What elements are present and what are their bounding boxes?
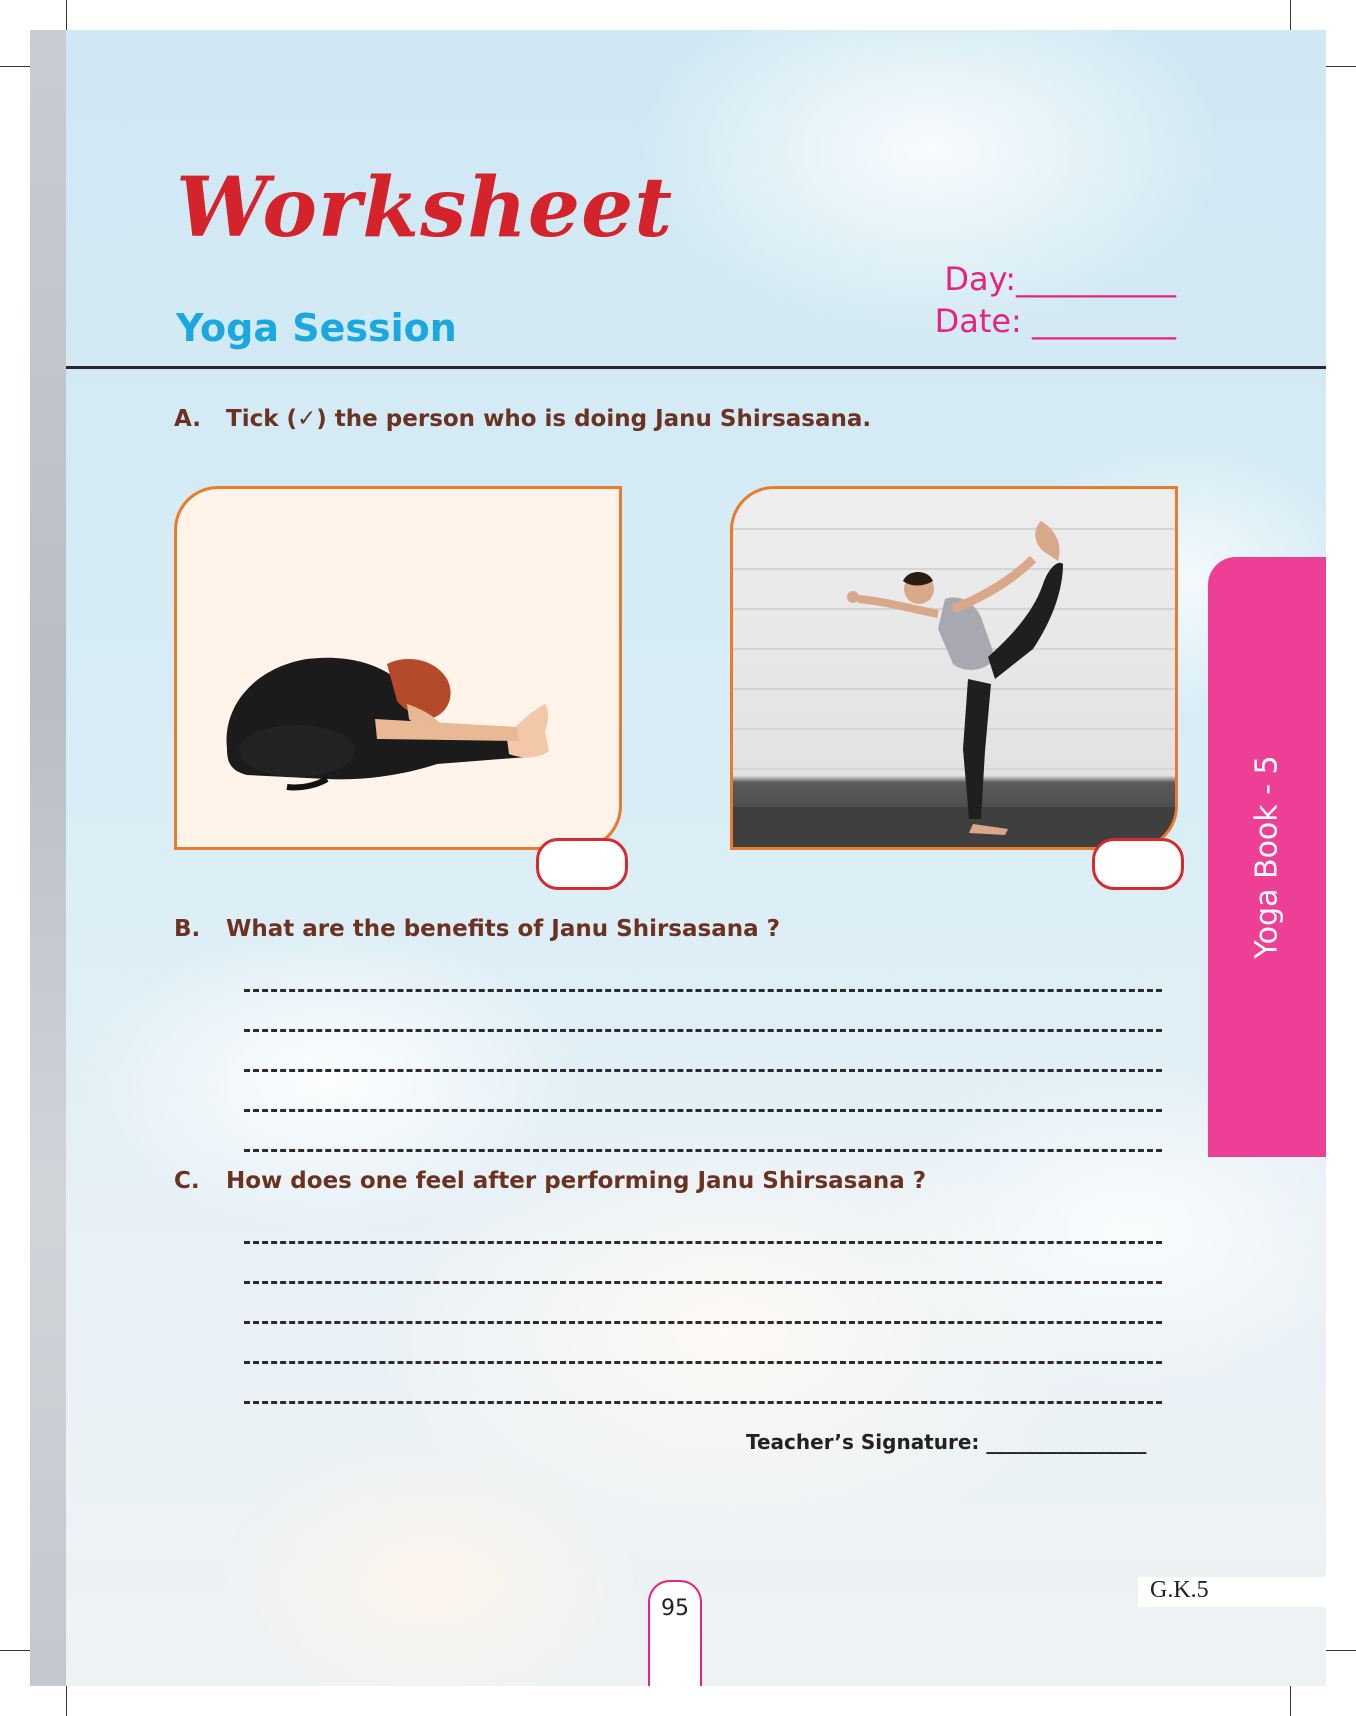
signature-blank[interactable]: ________________ — [986, 1430, 1147, 1454]
answer-line[interactable] — [244, 1284, 1162, 1324]
teacher-signature — [746, 1430, 1146, 1454]
page-binding-strip — [30, 30, 66, 1686]
question-c — [174, 1168, 926, 1194]
page-number-tab — [648, 1580, 702, 1686]
day-label: Day: — [944, 260, 1016, 298]
dancer-pose-icon — [733, 489, 1175, 847]
tick-box-2[interactable] — [1092, 838, 1184, 890]
day-blank[interactable]: __________ — [1016, 260, 1176, 298]
side-tab — [1208, 557, 1326, 1157]
worksheet-subtitle: Yoga Session — [176, 306, 457, 350]
answer-line[interactable] — [244, 1072, 1162, 1112]
answer-line[interactable] — [244, 1364, 1162, 1404]
date-field — [935, 302, 1176, 340]
worksheet-title: Worksheet — [176, 160, 674, 256]
side-tab-label: Yoga Book - 5 — [1249, 755, 1285, 959]
janu-shirsasana-pose-icon — [177, 489, 619, 847]
answer-line[interactable] — [244, 1032, 1162, 1072]
book-code: G.K.5 — [1138, 1577, 1326, 1607]
crop-mark — [1290, 1686, 1291, 1716]
page-number: 95 — [661, 1596, 689, 1621]
tick-box-1[interactable] — [536, 838, 628, 890]
crop-mark — [66, 1686, 67, 1716]
question-b — [174, 916, 780, 942]
answer-line[interactable] — [244, 1112, 1162, 1152]
crop-mark — [0, 66, 30, 67]
question-c-letter: C. — [174, 1168, 200, 1194]
header-divider — [66, 366, 1326, 369]
answer-lines-c — [244, 1204, 1162, 1404]
answer-line[interactable] — [244, 1244, 1162, 1284]
day-field — [944, 260, 1176, 298]
question-a — [174, 406, 871, 432]
answer-line[interactable] — [244, 1204, 1162, 1244]
date-blank[interactable]: _________ — [1032, 302, 1176, 340]
pose-image-1 — [174, 486, 622, 850]
worksheet-page — [30, 30, 1326, 1686]
question-a-letter: A. — [174, 406, 201, 432]
answer-line[interactable] — [244, 1324, 1162, 1364]
date-label: Date: — [934, 302, 1022, 340]
crop-mark — [1290, 0, 1291, 30]
answer-lines-b — [244, 952, 1162, 1152]
crop-mark — [1326, 66, 1356, 67]
crop-mark — [0, 1650, 30, 1651]
question-c-text: How does one feel after performing Janu Shirsasana ? — [226, 1168, 927, 1194]
question-b-letter: B. — [174, 916, 201, 942]
question-a-text: Tick (✓) the person who is doing Janu Shirsasana. — [226, 406, 872, 432]
question-b-text: What are the benefits of Janu Shirsasana ? — [226, 916, 780, 942]
signature-label: Teacher’s Signature: — [746, 1430, 980, 1454]
crop-mark — [1326, 1650, 1356, 1651]
crop-mark — [66, 0, 67, 30]
answer-line[interactable] — [244, 952, 1162, 992]
answer-line[interactable] — [244, 992, 1162, 1032]
pose-image-2 — [730, 486, 1178, 850]
